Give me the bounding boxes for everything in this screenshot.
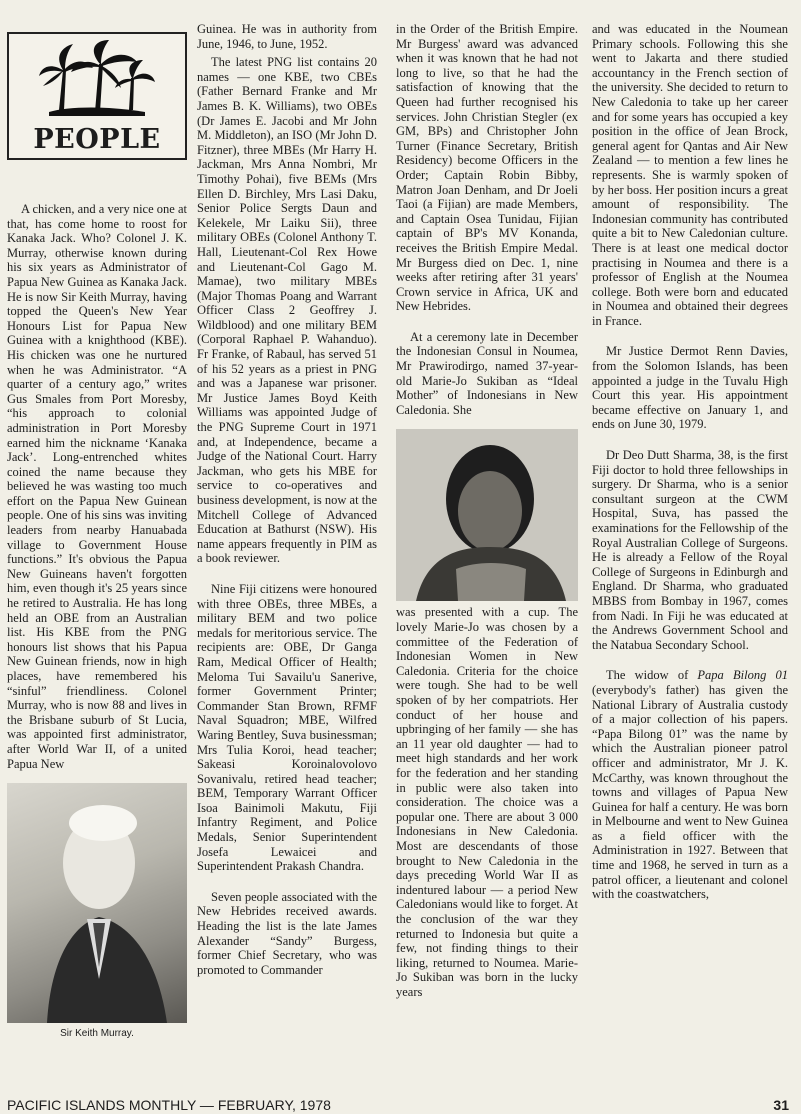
paragraph-papa-bilong <box>592 668 788 902</box>
publication-line: PACIFIC ISLANDS MONTHLY — FEBRUARY, 1978 <box>7 1097 331 1113</box>
paragraph-dr-sharma: Dr Deo Dutt Sharma, 38, is the first Fiji doctor to hold three fellowships in surgery. Dr Sharma, who is a senior consultant surgeon at the CWM Hospital, Suva, has passed the examinations for the Fellowship of the Royal Australian College of Surgeons. He is already a Fellow of the Royal College of Surgeons in Edinburgh and England. Dr Sharma, who graduated MBBS from Bombay in 1967, comes from Nadi. In Fiji he was educated at the Andrews Government School and the Natabua Secondary School. <box>592 448 788 652</box>
photo-keith-murray <box>7 783 187 1023</box>
column-1 <box>7 22 187 1042</box>
paragraph-new-hebrides: Seven people associated with the New Hebrides received awards. Heading the list is the late James Alexander “Sandy” Burgess, former Chief Secretary, who was promoted to Commander <box>197 889 377 977</box>
paragraph-justice-davies: Mr Justice Dermot Renn Davies, from the Solomon Islands, has been appointed a judge in the Tuvalu High Court this year. His appointment became effective on January 1, and ends on June 30, 1979. <box>592 344 788 432</box>
paragraph-ideal-mother: At a ceremony late in December the Indonesian Consul in Noumea, Mr Prawirodirgo, named 37-year-old Marie-Jo Sukiban as “Ideal Mother” of Indonesians in New Caledonia. She <box>396 329 578 417</box>
photo-marie-jo-sukiban <box>396 429 578 601</box>
palm-trees-logo-icon <box>39 40 155 116</box>
paragraph-ideal-mother-continued: was presented with a cup. The lovely Marie-Jo was chosen by a committee of the Federation of Indonesian Women in New Caledonia. Criteria for the choice were tough. She had to be well spoken of by her compatriots. Her conduct of her house and upbringing of her family — she has an 11 year old daughter — had to meet high standards and her work for the federation and her standing in public were also taken into consideration. The choice was a popular one. There are about 3 000 Indonesians in New Caledonia. Most are descendants of those brought to New Caledonia in the days preceding World War II as indentured labour — a period New Caledonians would like to forget. At the conclusion of the war they returned to Indonesia but quite a few, not finding things to their liking, returned to Noumea. Marie-Jo Sukiban was born in the lucky years <box>396 605 578 999</box>
paragraph-murray: A chicken, and a very nice one at that, has come home to roost for Kanaka Jack. Who? Colonel J. K. Murray, otherwise known during his six years as Administrator of Papua New Guinea as Kanaka Jack. He is now Sir Keith Murray, having topped the Queen's New Year Honours List for Papua New Guinea with a knighthood (KBE). His chicken was one he nurtured when he was Administrator. “A quarter of a century ago,” writes Gus Smales from Port Moresby, “his approach to colonial administration in Port Moresby earned him the nickname ‘Kanaka Jack’. Long-entrenched whites coined the name because they believed he was wasting too much effort on the Papua New Guinean people. One of his sins was inviting leaders from nearby Hanuabada village to Government House functions.” It's obvious the Papua New Guineans haven't forgotten him, even though it's 25 years since he retired to Australia. He has long held an OBE from an Australian list. His KBE from the PNG honours list shows that his Papua New Guinean friends, now in high places, have remembered his “sinful” friendliness. Colonel Murray, who is now 88 and lives in the Brisbane suburb of St Lucia, was appointed first administrator, after World War II, of a united Papua New <box>7 202 187 771</box>
page-footer <box>7 1097 789 1113</box>
portrait-illustration <box>396 429 578 601</box>
paragraph-new-hebrides-continued: in the Order of the British Empire. Mr Burgess' award was advanced when it was known that he had not long to live, so that he had the satisfaction of knowing that the Queen had further recognised his services. John Christian Stegler (ex GM, BPs) and Christopher John Turner (Finance Secretary, British Residency) become Officers in the Order; Captain Robin Bibby, Matron Joan Denham, and Dr Joeli Taoi (a Fijian) are made Members, and Captain Osea Tunidau, Fijian captain of BP's MV Konanda, receives the British Empire Medal. Mr Burgess died on Dec. 1, nine weeks after retiring after 31 years' Crown service in Africa, UK and New Hebrides. <box>396 22 578 314</box>
column-2 <box>197 22 377 977</box>
column-4 <box>592 22 788 902</box>
paragraph-ideal-mother-continued-2: and was educated in the Noumean Primary schools. Following this she went to Jakarta and there studied accountancy in the French section of the university. She decided to return to New Caledonia to take up her career and for some years has occupied a key position in the office of Jean Brock, general agent for Qantas and Air New Zealand — to mention a few lines he represents. She is warmly spoken of by her boss. Her position incurs a great amount of responsibility. The Indonesian community has contributed quite a bit to New Caledonian culture. There is at least one medical doctor practising in Noumea and there is a professor of English at the Noumea college. Both were born and educated in Noumea and obtained their degrees in France. <box>592 22 788 328</box>
paragraph-papa-bilong-italic: Papa Bilong 01 <box>697 668 789 683</box>
paragraph-murray-continued: Guinea. He was in authority from June, 1946, to June, 1952. <box>197 22 377 51</box>
paragraph-fiji-honours: Nine Fiji citizens were honoured with three OBEs, three MBEs, a military BEM and two police medals for meritorious service. The recipients are: OBE, Dr Ganga Ram, Medical Officer of Health; Meloma Tui Savailu'u Sanerive, former Government Printer; Commander Stan Brown, RFMF Naval Squadron; MBE, Wilfred Waring Bentley, Suva businessman; Mrs Tulia Koroi, head teacher; Sakeasi Koroinalovolovo Sovanivalu, retired head teacher; BEM, Temporary Warrant Officer Isoa Bainimoli Makutu, Fiji Infantry Regiment, and Police Medals, Senior Superintendent Josefa Lewaicei and Superintendent Prakash Chandra. <box>197 581 377 874</box>
column-3 <box>396 22 578 999</box>
paragraph-papa-bilong-lead: The widow of <box>606 668 698 683</box>
paragraph-papa-bilong-rest: (everybody's father) has given the National Library of Australia custody of a major collection of his papers. “Papa Bilong 01” was the name by which the Australian pioneer patrol officer and administrator, Mr J. K. McCarthy, was known throughout the towns and villages of Papua New Guinea for half a century. He was born in Melbourne and went to New Guinea as a field officer with the Administration in 1927. Between that time and 1968, he served in turn as a patrol officer, a lieutenant and colonel with the coastwatchers, <box>592 682 788 902</box>
paragraph-png-honours: The latest PNG list contains 20 names — one KBE, two CBEs (Father Bernard Franke and Mr James B. K. Williams), two OBEs (Dr James E. Jacobi and Mr John M. Middleton), an ISO (Mr John D. Fitzner), three MBEs (Mr Harry H. Jackman, Mrs Anna Nombri, Mr Timothy Pohai), five BEMs (Mrs Ellen D. Birchley, Mrs Lasi Daku, Senior Police Sergts Daun and Kelekele, Mr Laiku Sii), three military OBEs (Colonel Anthony T. Hall, Lieutenant-Col Rex Howe and Lieutenant-Col Gago M. Mamae), two military MBEs (Major Thomas Poang and Warrant Officer Class 2 Geoffrey J. Wildblood) and one military BEM (Corporal Raphael P. Wahanduo). Fr Franke, of Rabaul, has served 51 of his 52 years as a priest in PNG and was a Japanese war prisoner. Mr Justice James Boyd Keith Williams was appointed Judge of the PNG Supreme Court in 1971 and, at Independence, became a Judge of the National Court. Harry Jackman, who gets his MBE for service to co-operatives and business development, is now at the Mitchell College of Advanced Education at Bathurst (NSW). His name appears frequently in PIM as a book reviewer. <box>197 55 377 566</box>
section-masthead <box>7 32 187 160</box>
portrait-illustration <box>7 783 187 1023</box>
page-number: 31 <box>773 1097 789 1113</box>
photo-caption: Sir Keith Murray. <box>60 1028 134 1040</box>
section-title: PEOPLE <box>33 124 161 156</box>
